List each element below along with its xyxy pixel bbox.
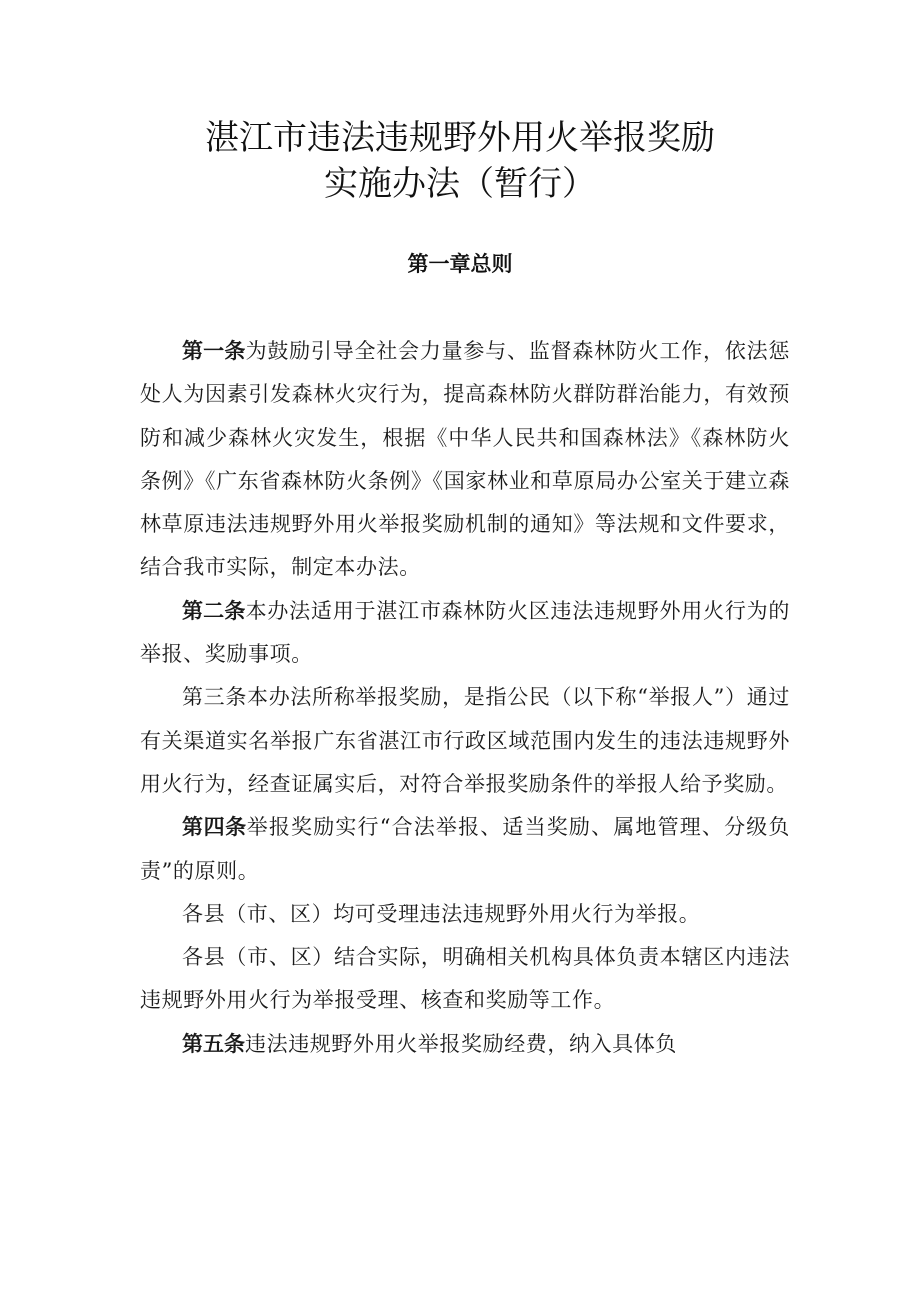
- article-label: 第五条: [182, 1031, 245, 1056]
- chapter-heading: 第一章总则: [407, 252, 513, 276]
- document-title-line-1: 湛江市违法违规野外用火举报奖励: [205, 118, 715, 158]
- article-4-clause-1: [140, 893, 790, 936]
- article-4-clause-2: [140, 936, 790, 1023]
- article-4: [140, 806, 790, 893]
- article-text: 为鼓励引导全社会力量参与、监督森林防火工作，依法惩处人为因素引发森林火灾行为，提高森林防火群防群治能力，有效预防和减少森林火灾发生，根据《中华人民共和国森林法》《森林防火条例》《广东省森林防火条例》《国家林业和草原局办公室关于建立森林草原违法违规野外用火举报奖励机制的通知》等法规和文件要求，结合我市实际，制定本办法。: [140, 339, 791, 580]
- article-2: [140, 590, 790, 677]
- article-text: 各县（市、区）均可受理违法违规野外用火行为举报。: [182, 901, 701, 926]
- article-label: 第四条: [182, 815, 247, 840]
- article-1: [140, 330, 790, 590]
- document-body: [140, 330, 790, 1066]
- article-text: 各县（市、区）结合实际，明确相关机构具体负责本辖区内违法违规野外用火行为举报受理、核查和奖励等工作。: [140, 945, 790, 1013]
- article-text: 本办法适用于湛江市森林防火区违法违规野外用火行为的举报、奖励事项。: [140, 598, 791, 667]
- article-text: 违法违规野外用火举报奖励经费，纳入具体负: [245, 1031, 677, 1056]
- article-label: 第一条: [182, 339, 246, 363]
- article-label: 第二条: [182, 598, 246, 623]
- article-text: 第三条本办法所称举报奖励，是指公民（以下称“举报人”）通过有关渠道实名举报广东省湛江市行政区域范围内发生的违法违规野外用火行为，经查证属实后，对符合举报奖励条件的举报人给予奖励。: [140, 685, 790, 796]
- document-title-line-2: 实施办法（暂行）: [324, 164, 596, 204]
- article-3: [140, 676, 790, 806]
- article-text: 举报奖励实行“合法举报、适当奖励、属地管理、分级负责”的原则。: [140, 815, 791, 883]
- article-5: [140, 1023, 790, 1066]
